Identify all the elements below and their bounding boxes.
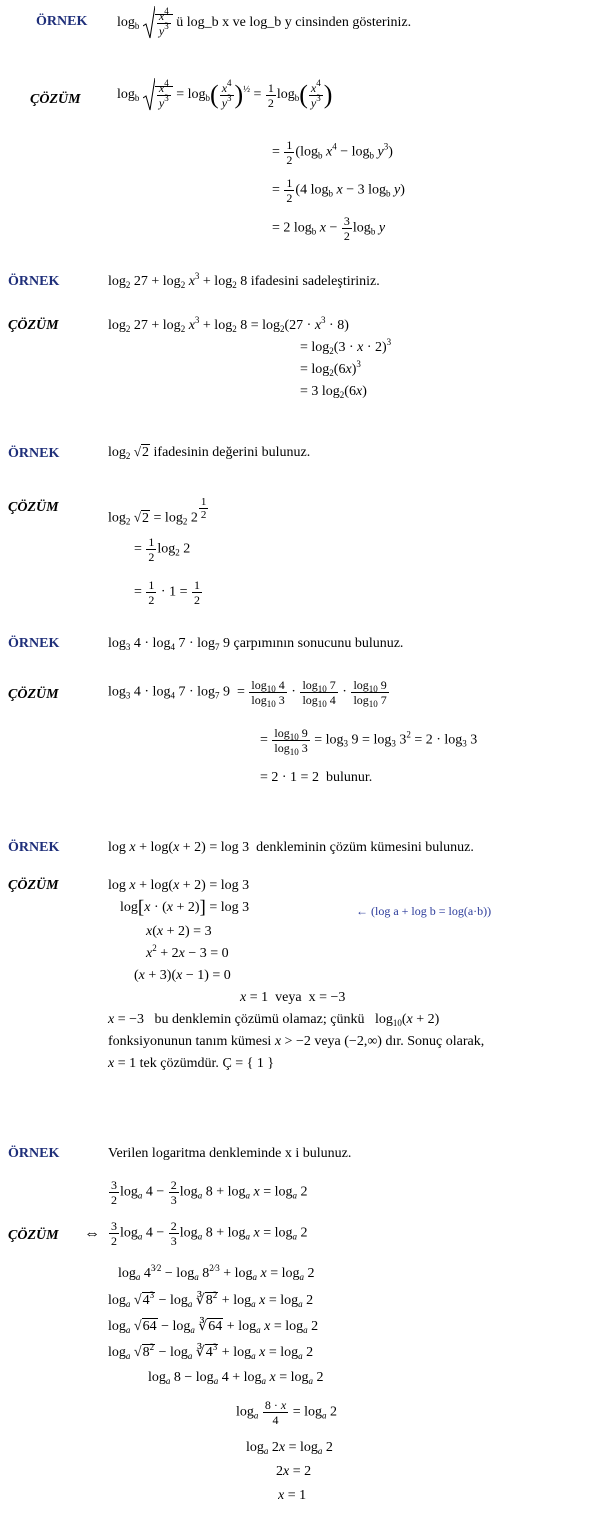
example-3-step-1: $\log_2 √2 = \log_2 2$ $\frac{1}{2}$ — [108, 496, 207, 527]
example-label: ÖRNEK — [8, 274, 60, 289]
example-2-step-3: = $\log_2(6x)^3$ — [300, 359, 361, 378]
example-6-question: Verilen logaritma denkleminde x i bulunuz. — [108, 1146, 352, 1161]
example-6-step-1: $\frac{3}{2}$ $\log_a 4$ − $\frac{2}{3}$ $\log_a 8 + \log_a x = \log_a 2$ — [111, 1219, 308, 1248]
example-3-step-2: = $\frac{1}{2}$ $\log_2 2$ — [134, 535, 191, 564]
solution-label: ÇÖZÜM — [8, 1228, 59, 1243]
solution-label: ÇÖZÜM — [8, 687, 59, 702]
example-label: ÖRNEK — [8, 636, 60, 651]
solution-label: ÇÖZÜM — [30, 92, 81, 107]
example-1-step-4: = 2 $\log_b x$ − $\frac{3}{2}$ $\log_b y$ — [272, 214, 386, 243]
example-6-step-6: $\log_a 8 - \log_a 4 + \log_a x = \log_a 2$ — [148, 1370, 324, 1386]
example-1-step-2: = $\frac{1}{2}$ ($\log_b$ $x^4 - \log_b y^3$) — [272, 138, 393, 167]
example-5-question: log x + log(x + 2) = log 3 denkleminin çözüm kümesini bulunuz. — [108, 840, 474, 855]
example-label: ÖRNEK — [36, 14, 88, 29]
example-2-step-1: $\log_2 27 + \log_2 x^3 + \log_2 8 = \log_2(27 \cdot x^3 \cdot 8)$ — [108, 315, 349, 334]
example-6-step-5: $\log_a √8^2 - \log_a$ $∛4^3 + \log_a x = \log_a 2$ — [108, 1342, 314, 1361]
example-6-equation: $\frac{3}{2}$ $\log_a 4$ − $\frac{2}{3}$ $\log_a 8 + \log_a x = \log_a 2$ — [111, 1178, 308, 1207]
example-label: ÖRNEK — [8, 840, 60, 855]
example-5-step-3: x(x + 2) = 3 — [146, 924, 212, 939]
example-4-question: $\log_3 4 \cdot \log_4 7 \cdot \log_7 9$ çarpımının sonucunu bulunuz. — [108, 636, 404, 652]
example-1-step-1: $\log_b$ $\frac{x^4}{y^3}$ = $\log_b$( $\frac{x^4}{y^3}$ )$^{\frac{1}{2}}$ = $\frac{1}{2}$ $\log_b$( $\frac{x^4}{y^3}$ ) — [117, 77, 333, 110]
log-rule-note: ← (log a + log b = log(a·b)) — [356, 904, 492, 918]
example-5-explain-2: fonksiyonunun tanım kümesi x > −2 veya (−2,∞) dır. Sonuç olarak, — [108, 1034, 485, 1049]
example-4-step-1: $\log_3 4 \cdot \log_4 7 \cdot \log_7 9$ = $\frac{\log_{10} 4}{\log_{10} 3}$ · $\frac{\log_{10} 7}{\log_{10} 4}$ · $\frac{\log_{10} 9}{\log_{10} 7}$ — [108, 678, 387, 709]
example-4-step-2: = $\frac{\log_{10} 9}{\log_{10} 3}$ = $\log_3 9 = \log_3 3^2 = 2 \cdot \log_3 3$ — [260, 726, 478, 757]
example-2-question: $\log_2 27 + \log_2 x^3 + \log_2 8$ ifadesini sadeleştiriniz. — [108, 271, 380, 290]
example-1-step-3: = $\frac{1}{2}$ (4 $\log_b x - 3$ $\log_b y$) — [272, 176, 405, 205]
example-5-step-6: x = 1 veya x = −3 — [240, 990, 346, 1005]
example-6-step-8: $\log_a 2x = \log_a 2$ — [246, 1440, 333, 1456]
solution-label: ÇÖZÜM — [8, 500, 59, 515]
solution-label: ÇÖZÜM — [8, 878, 59, 893]
example-6-step-10: x = 1 — [278, 1488, 307, 1503]
example-6-step-4: $\log_a √64 - \log_a$ ∛64 + $\log_a x = \log_a 2$ — [108, 1319, 319, 1335]
example-5-explain-3: x = 1 tek çözümdür. Ç = { 1 } — [108, 1056, 275, 1071]
example-6-step-2: $\log_a 4^{3⁄2} - \log_a 8^{2⁄3} + \log_a x = \log_a 2$ — [118, 1263, 315, 1282]
example-3-question: $\log_2 √2$ ifadesinin değerini bulunuz. — [108, 444, 311, 461]
solution-label: ÇÖZÜM — [8, 318, 59, 333]
example-5-step-2: log[x · (x + 2)] = log 3 — [120, 896, 250, 918]
example-6-step-7: $\log_a$ $\frac{8 \cdot x}{4}$ = $\log_a 2$ — [236, 1398, 338, 1427]
example-5-step-5: (x + 3)(x − 1) = 0 — [134, 968, 231, 983]
example-2-step-4: = 3 $\log_2(6x)$ — [300, 384, 367, 400]
example-label: ÖRNEK — [8, 446, 60, 461]
implies-icon: ⇔ — [84, 1225, 100, 1242]
example-2-step-2: = $\log_2(3 \cdot x \cdot 2)^3$ — [300, 337, 392, 356]
example-label: ÖRNEK — [8, 1146, 60, 1161]
example-1-question: $\log_b$ $\frac{x^4}{y^3}$ ü log_b x ve log_b y cinsinden gösteriniz. — [117, 5, 412, 38]
example-5-step-1: log x + log(x + 2) = log 3 — [108, 878, 250, 893]
example-5-step-4: $x^2 + 2x - 3 = 0$ — [146, 943, 229, 961]
example-6-step-9: 2x = 2 — [276, 1464, 312, 1479]
example-6-step-3: $\log_a √4^3 - \log_a$ $∛8^2 + \log_a x = \log_a 2$ — [108, 1290, 314, 1309]
example-4-step-3: = 2 · 1 = 2 bulunur. — [260, 770, 373, 785]
example-5-explain-1: x = −3 bu denklemin çözümü olamaz; çünkü $\log_{10}(x + 2)$ — [108, 1012, 440, 1028]
example-3-step-3: = $\frac{1}{2}$ · 1 = $\frac{1}{2}$ — [134, 578, 200, 607]
